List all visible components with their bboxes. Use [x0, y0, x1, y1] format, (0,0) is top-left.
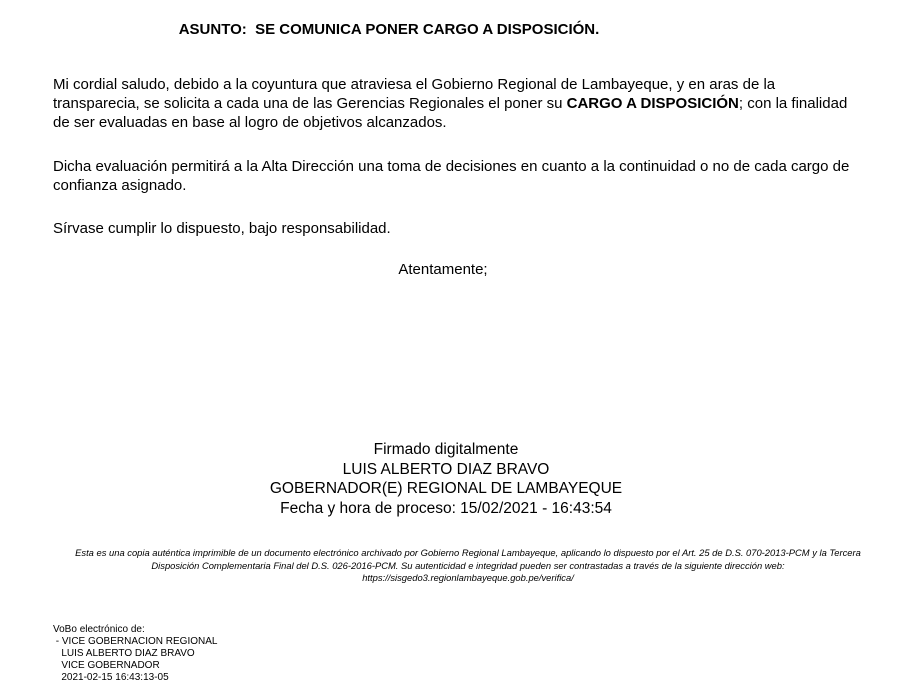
paragraph-request-text-before: Mi cordial saludo, debido a la coyuntura que atraviesa el Gobierno Regional de Lambayeque, y en aras de la transparecia, se solicita a cada una de las Gerencias Regionales el poner su	[53, 76, 776, 112]
vobo-title: VoBo electrónico de:	[53, 624, 145, 635]
signature-name: LUIS ALBERTO DIAZ BRAVO	[342, 460, 550, 478]
vobo-datetime: 2021-02-15 16:43:13-05	[53, 672, 169, 683]
digital-signature-block	[0, 440, 892, 518]
paragraph-evaluation: Dicha evaluación permitirá a la Alta Dirección una toma de decisiones en cuanto a la continuidad o no de cada cargo de confianza asignado.	[53, 158, 850, 194]
signature-position: GOBERNADOR(E) REGIONAL DE LAMBAYEQUE	[269, 480, 623, 497]
authenticity-footnote: Esta es una copia auténtica imprimible de un documento electrónico archivado por Gobierno Regional Lambayeque, aplicando lo dispuesto por el Art. 25 de D.S. 070-2013-PCM y la Tercera Disposición Complementaria Final del D.S. 026-2016-PCM. Su autenticidad e integridad pueden ser contrastadas a través de la siguiente dirección web: https://sisgedo3.regionlambayeque.gob.pe/verifica/	[75, 547, 861, 583]
paragraph-request-text-after: ; con la finalidad de ser evaluadas en base al logro de objetivos alcanzados.	[53, 95, 848, 131]
signature-digitally-signed: Firmado digitalmente	[373, 441, 519, 458]
subject-line: ASUNTO: SE COMUNICA PONER CARGO A DISPOSICIÓN.	[178, 21, 600, 38]
paragraph-request-bold: CARGO A DISPOSICIÓN	[566, 95, 739, 112]
paragraph-request	[53, 75, 853, 132]
paragraph-compliance: Sírvase cumplir lo dispuesto, bajo responsabilidad.	[53, 220, 391, 237]
vobo-position: VICE GOBERNADOR	[53, 660, 160, 671]
vobo-block	[53, 624, 217, 684]
vobo-office: - VICE GOBERNACION REGIONAL	[53, 636, 218, 647]
vobo-name: LUIS ALBERTO DIAZ BRAVO	[53, 648, 195, 659]
signature-datetime: Fecha y hora de proceso: 15/02/2021 - 16:43:54	[280, 499, 612, 517]
closing-salutation: Atentamente;	[398, 261, 488, 278]
